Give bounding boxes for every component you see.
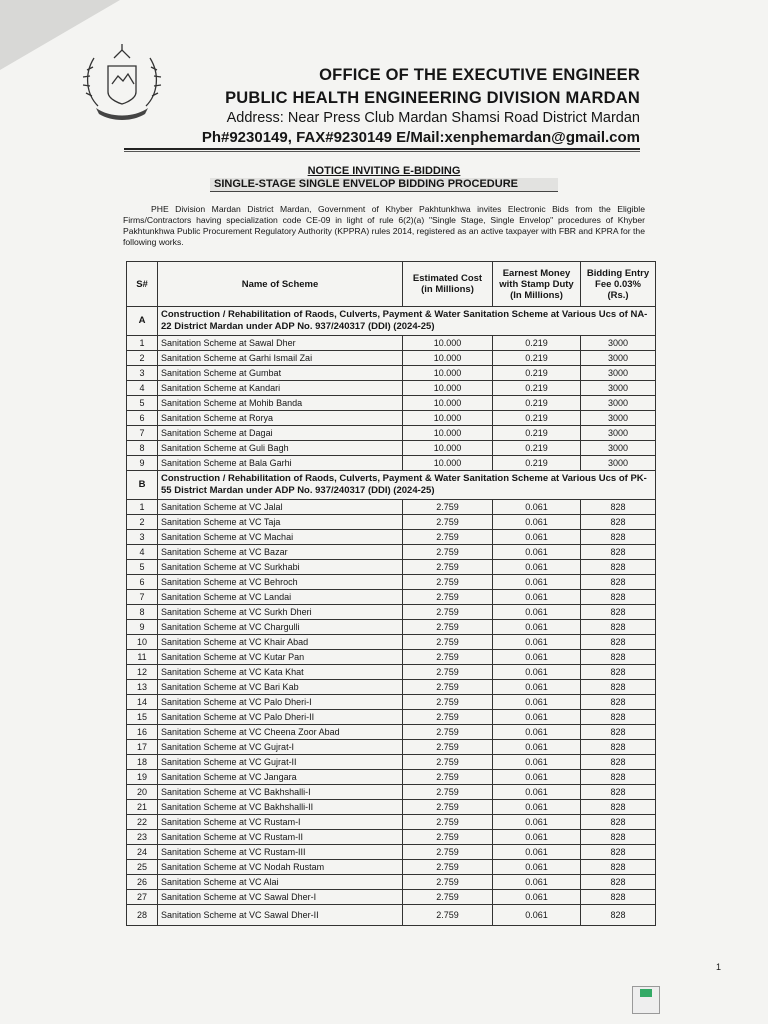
row-estimated-cost: 2.759 [403,665,493,680]
row-earnest-money: 0.061 [493,875,581,890]
row-sno: 1 [127,336,158,351]
row-entry-fee: 3000 [581,441,656,456]
row-scheme-name: Sanitation Scheme at VC Gujrat-II [158,755,403,770]
row-earnest-money: 0.061 [493,545,581,560]
row-earnest-money: 0.219 [493,411,581,426]
row-estimated-cost: 10.000 [403,351,493,366]
contact-info: Ph#9230149, FAX#9230149 E/Mail:xenphemardan@gmail.com [201,129,640,146]
row-scheme-name: Sanitation Scheme at Gumbat [158,366,403,381]
row-scheme-name: Sanitation Scheme at VC Khair Abad [158,635,403,650]
row-entry-fee: 828 [581,725,656,740]
row-earnest-money: 0.061 [493,905,581,926]
row-estimated-cost: 10.000 [403,336,493,351]
row-earnest-money: 0.219 [493,336,581,351]
table-row [127,336,656,351]
row-sno: 23 [127,830,158,845]
row-earnest-money: 0.219 [493,396,581,411]
row-scheme-name: Sanitation Scheme at Rorya [158,411,403,426]
notice-subtitle: SINGLE-STAGE SINGLE ENVELOP BIDDING PROCEDURE [210,178,558,192]
row-sno: 10 [127,635,158,650]
row-entry-fee: 828 [581,575,656,590]
row-sno: 5 [127,560,158,575]
row-earnest-money: 0.219 [493,351,581,366]
row-entry-fee: 828 [581,530,656,545]
row-sno: 15 [127,710,158,725]
row-sno: 8 [127,441,158,456]
row-earnest-money: 0.061 [493,755,581,770]
row-estimated-cost: 10.000 [403,381,493,396]
header-divider-thin [124,151,640,152]
row-sno: 16 [127,725,158,740]
row-scheme-name: Sanitation Scheme at VC Chargulli [158,620,403,635]
row-sno: 6 [127,411,158,426]
row-earnest-money: 0.219 [493,381,581,396]
table-row [127,500,656,515]
row-earnest-money: 0.061 [493,500,581,515]
row-sno: 6 [127,575,158,590]
table-row [127,441,656,456]
row-entry-fee: 828 [581,560,656,575]
row-scheme-name: Sanitation Scheme at VC Surkh Dheri [158,605,403,620]
row-entry-fee: 828 [581,710,656,725]
row-estimated-cost: 2.759 [403,680,493,695]
row-entry-fee: 828 [581,590,656,605]
row-earnest-money: 0.219 [493,441,581,456]
row-sno: 3 [127,366,158,381]
row-scheme-name: Sanitation Scheme at Mohib Banda [158,396,403,411]
table-row [127,411,656,426]
government-emblem-icon [78,36,166,124]
section-row [127,471,656,500]
table-row [127,381,656,396]
row-earnest-money: 0.061 [493,725,581,740]
col-sno: S# [127,262,158,307]
row-estimated-cost: 2.759 [403,500,493,515]
row-entry-fee: 3000 [581,456,656,471]
row-sno: 14 [127,695,158,710]
notice-subtitle-row [0,178,768,190]
row-scheme-name: Sanitation Scheme at VC Nodah Rustam [158,860,403,875]
row-earnest-money: 0.219 [493,366,581,381]
row-earnest-money: 0.061 [493,830,581,845]
row-scheme-name: Sanitation Scheme at VC Bakhshalli-I [158,785,403,800]
table-row [127,530,656,545]
notice-title: NOTICE INVITING E-BIDDING [307,165,461,177]
table-row [127,770,656,785]
table-row [127,725,656,740]
row-estimated-cost: 2.759 [403,530,493,545]
page-mark: 1 [716,962,722,972]
row-estimated-cost: 2.759 [403,770,493,785]
row-scheme-name: Sanitation Scheme at VC Machai [158,530,403,545]
table-row [127,740,656,755]
row-scheme-name: Sanitation Scheme at VC Palo Dheri-I [158,695,403,710]
section-label: B [127,471,158,500]
row-sno: 2 [127,351,158,366]
table-row [127,875,656,890]
row-sno: 7 [127,426,158,441]
table-row [127,845,656,860]
table-row [127,905,656,926]
row-scheme-name: Sanitation Scheme at VC Jalal [158,500,403,515]
row-estimated-cost: 2.759 [403,605,493,620]
row-sno: 21 [127,800,158,815]
row-earnest-money: 0.061 [493,815,581,830]
row-estimated-cost: 2.759 [403,650,493,665]
table-row [127,605,656,620]
row-earnest-money: 0.061 [493,785,581,800]
row-sno: 26 [127,875,158,890]
section-title: Construction / Rehabilitation of Raods, Culverts, Payment & Water Sanitation Scheme at Various Ucs of PK-55 District Mardan under ADP No. 937/240317 (DDI) (2024-25) [158,471,656,500]
table-row [127,620,656,635]
row-entry-fee: 3000 [581,351,656,366]
row-entry-fee: 828 [581,500,656,515]
row-sno: 25 [127,860,158,875]
row-entry-fee: 3000 [581,366,656,381]
row-scheme-name: Sanitation Scheme at VC Behroch [158,575,403,590]
table-row [127,515,656,530]
row-entry-fee: 828 [581,680,656,695]
row-entry-fee: 828 [581,875,656,890]
row-earnest-money: 0.061 [493,560,581,575]
row-scheme-name: Sanitation Scheme at VC Cheena Zoor Abad [158,725,403,740]
row-scheme-name: Sanitation Scheme at Bala Garhi [158,456,403,471]
table-row [127,710,656,725]
row-earnest-money: 0.061 [493,620,581,635]
table-row [127,396,656,411]
col-scheme-name: Name of Scheme [158,262,403,307]
row-estimated-cost: 2.759 [403,590,493,605]
row-scheme-name: Sanitation Scheme at VC Sawal Dher-I [158,890,403,905]
row-entry-fee: 828 [581,515,656,530]
row-entry-fee: 3000 [581,426,656,441]
row-earnest-money: 0.061 [493,575,581,590]
row-earnest-money: 0.061 [493,635,581,650]
row-estimated-cost: 10.000 [403,366,493,381]
row-earnest-money: 0.061 [493,695,581,710]
row-earnest-money: 0.061 [493,845,581,860]
row-entry-fee: 828 [581,545,656,560]
row-earnest-money: 0.061 [493,860,581,875]
row-estimated-cost: 2.759 [403,545,493,560]
table-row [127,560,656,575]
row-earnest-money: 0.061 [493,680,581,695]
row-sno: 5 [127,396,158,411]
row-sno: 17 [127,740,158,755]
row-entry-fee: 828 [581,770,656,785]
table-row [127,695,656,710]
row-estimated-cost: 2.759 [403,875,493,890]
table-row [127,545,656,560]
scanner-logo-icon [640,989,652,997]
section-label: A [127,307,158,336]
row-entry-fee: 828 [581,665,656,680]
row-earnest-money: 0.061 [493,665,581,680]
row-estimated-cost: 10.000 [403,396,493,411]
table-row [127,800,656,815]
row-entry-fee: 828 [581,845,656,860]
row-estimated-cost: 2.759 [403,890,493,905]
row-entry-fee: 828 [581,830,656,845]
row-estimated-cost: 10.000 [403,441,493,456]
table-row [127,635,656,650]
row-entry-fee: 828 [581,890,656,905]
row-entry-fee: 828 [581,695,656,710]
row-estimated-cost: 2.759 [403,575,493,590]
table-row [127,755,656,770]
table-row [127,366,656,381]
row-earnest-money: 0.061 [493,590,581,605]
row-earnest-money: 0.061 [493,530,581,545]
row-sno: 9 [127,456,158,471]
row-estimated-cost: 2.759 [403,710,493,725]
row-estimated-cost: 2.759 [403,635,493,650]
table-row [127,456,656,471]
row-estimated-cost: 2.759 [403,695,493,710]
table-header-row [127,262,656,307]
row-entry-fee: 828 [581,740,656,755]
row-scheme-name: Sanitation Scheme at VC Taja [158,515,403,530]
row-entry-fee: 828 [581,635,656,650]
table-row [127,785,656,800]
row-scheme-name: Sanitation Scheme at VC Kutar Pan [158,650,403,665]
row-entry-fee: 828 [581,860,656,875]
row-estimated-cost: 10.000 [403,411,493,426]
row-sno: 8 [127,605,158,620]
row-earnest-money: 0.061 [493,605,581,620]
row-scheme-name: Sanitation Scheme at VC Bakhshalli-II [158,800,403,815]
notice-intro: PHE Division Mardan District Mardan, Government of Khyber Pakhtunkhwa invites Electronic Bids from the Eligible Firms/Contractors having specialization code CE-09 in light of rule 6(2)(a) "Single Stage, Single Envelop" procedures of Khyber Pakhtunkhwa Public Procurement Regulatory Authority (KPPRA) rules 2014, registered as an active taxpayer with FBR and KPRA for the following works. [123,204,645,247]
row-sno: 7 [127,590,158,605]
row-sno: 3 [127,530,158,545]
schemes-table-body [127,307,656,926]
row-earnest-money: 0.219 [493,426,581,441]
row-entry-fee: 828 [581,785,656,800]
header-divider [124,148,640,150]
row-scheme-name: Sanitation Scheme at Sawal Dher [158,336,403,351]
row-scheme-name: Sanitation Scheme at VC Bari Kab [158,680,403,695]
row-earnest-money: 0.061 [493,770,581,785]
table-row [127,665,656,680]
table-row [127,815,656,830]
office-address: Address: Near Press Club Mardan Shamsi Road District Mardan [226,110,640,126]
row-entry-fee: 828 [581,905,656,926]
row-entry-fee: 828 [581,815,656,830]
row-estimated-cost: 2.759 [403,755,493,770]
row-earnest-money: 0.061 [493,515,581,530]
table-row [127,680,656,695]
row-scheme-name: Sanitation Scheme at VC Bazar [158,545,403,560]
row-sno: 20 [127,785,158,800]
row-scheme-name: Sanitation Scheme at VC Sawal Dher-II [158,905,403,926]
row-entry-fee: 828 [581,605,656,620]
row-estimated-cost: 2.759 [403,860,493,875]
col-earnest-money: Earnest Money with Stamp Duty (In Millions) [493,262,581,307]
row-entry-fee: 828 [581,620,656,635]
row-earnest-money: 0.061 [493,650,581,665]
row-estimated-cost: 2.759 [403,785,493,800]
row-sno: 28 [127,905,158,926]
row-sno: 1 [127,500,158,515]
row-scheme-name: Sanitation Scheme at Kandari [158,381,403,396]
row-scheme-name: Sanitation Scheme at VC Kata Khat [158,665,403,680]
row-sno: 18 [127,755,158,770]
table-row [127,575,656,590]
row-scheme-name: Sanitation Scheme at VC Rustam-I [158,815,403,830]
row-estimated-cost: 2.759 [403,740,493,755]
office-title: OFFICE OF THE EXECUTIVE ENGINEER [319,66,640,84]
table-row [127,650,656,665]
row-estimated-cost: 2.759 [403,815,493,830]
division-title: PUBLIC HEALTH ENGINEERING DIVISION MARDAN [225,89,640,107]
row-estimated-cost: 2.759 [403,725,493,740]
row-estimated-cost: 2.759 [403,515,493,530]
row-estimated-cost: 10.000 [403,456,493,471]
col-entry-fee: Bidding Entry Fee 0.03% (Rs.) [581,262,656,307]
row-estimated-cost: 2.759 [403,830,493,845]
col-estimated-cost: Estimated Cost (in Millions) [403,262,493,307]
row-scheme-name: Sanitation Scheme at VC Rustam-III [158,845,403,860]
row-scheme-name: Sanitation Scheme at VC Alai [158,875,403,890]
row-sno: 4 [127,545,158,560]
row-estimated-cost: 2.759 [403,800,493,815]
row-estimated-cost: 2.759 [403,905,493,926]
row-sno: 11 [127,650,158,665]
row-entry-fee: 828 [581,755,656,770]
section-title: Construction / Rehabilitation of Raods, Culverts, Payment & Water Sanitation Scheme at Various Ucs of NA-22 District Mardan under ADP No. 937/240317 (DDI) (2024-25) [158,307,656,336]
row-sno: 4 [127,381,158,396]
row-earnest-money: 0.061 [493,800,581,815]
table-row [127,426,656,441]
row-sno: 22 [127,815,158,830]
row-sno: 2 [127,515,158,530]
row-estimated-cost: 10.000 [403,426,493,441]
row-scheme-name: Sanitation Scheme at VC Landai [158,590,403,605]
row-scheme-name: Sanitation Scheme at Garhi Ismail Zai [158,351,403,366]
table-row [127,890,656,905]
row-scheme-name: Sanitation Scheme at Dagai [158,426,403,441]
row-entry-fee: 828 [581,650,656,665]
table-row [127,590,656,605]
schemes-table [126,261,656,926]
row-entry-fee: 3000 [581,396,656,411]
row-scheme-name: Sanitation Scheme at VC Jangara [158,770,403,785]
section-row [127,307,656,336]
row-entry-fee: 3000 [581,411,656,426]
row-estimated-cost: 2.759 [403,845,493,860]
row-scheme-name: Sanitation Scheme at VC Gujrat-I [158,740,403,755]
row-earnest-money: 0.219 [493,456,581,471]
table-row [127,351,656,366]
row-scheme-name: Sanitation Scheme at VC Rustam-II [158,830,403,845]
row-sno: 24 [127,845,158,860]
row-sno: 19 [127,770,158,785]
scanner-stamp [632,986,660,1014]
row-sno: 27 [127,890,158,905]
row-sno: 12 [127,665,158,680]
table-row [127,860,656,875]
row-entry-fee: 3000 [581,336,656,351]
row-sno: 13 [127,680,158,695]
row-scheme-name: Sanitation Scheme at VC Surkhabi [158,560,403,575]
row-earnest-money: 0.061 [493,740,581,755]
row-estimated-cost: 2.759 [403,620,493,635]
row-scheme-name: Sanitation Scheme at VC Palo Dheri-II [158,710,403,725]
row-scheme-name: Sanitation Scheme at Guli Bagh [158,441,403,456]
row-earnest-money: 0.061 [493,890,581,905]
row-earnest-money: 0.061 [493,710,581,725]
row-entry-fee: 828 [581,800,656,815]
row-estimated-cost: 2.759 [403,560,493,575]
table-row [127,830,656,845]
row-sno: 9 [127,620,158,635]
row-entry-fee: 3000 [581,381,656,396]
